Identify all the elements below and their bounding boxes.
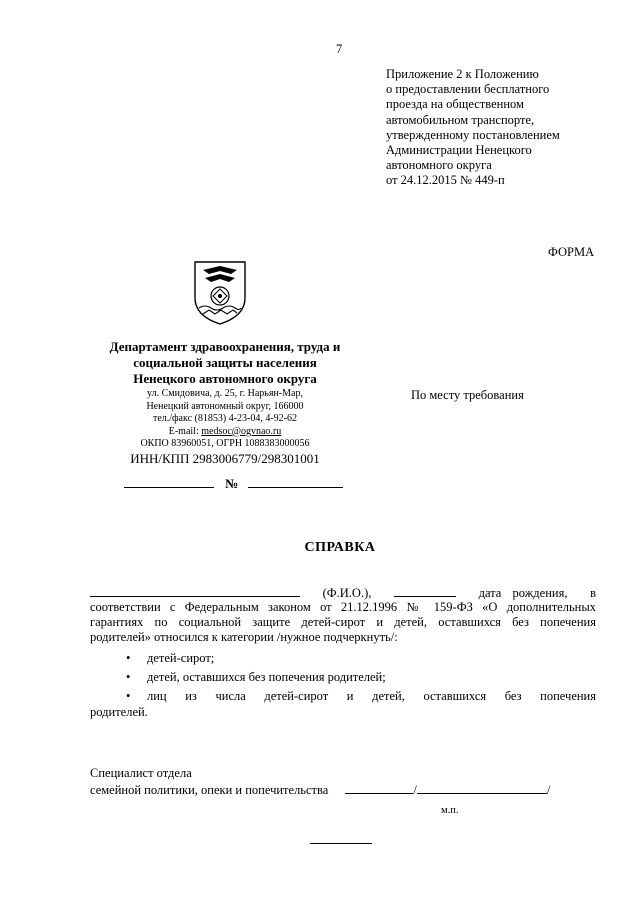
list-item-text: детей, оставшихся без попечения родителей; [147, 670, 386, 684]
fio-blank [90, 585, 300, 597]
page-number: 7 [336, 42, 343, 56]
list-item-continuation: родителей. [90, 705, 148, 719]
signature-slash: / [546, 783, 551, 797]
coat-of-arms-icon [191, 260, 249, 326]
list-item [90, 670, 596, 689]
address-line: тел./факс (81853) 4-23-04, 4-92-62 [152, 413, 298, 424]
department-name-line: социальной защиты населения [133, 355, 317, 370]
appendix-line: Приложение 2 к Положению [386, 67, 539, 81]
bullet-icon: • [126, 651, 131, 665]
name-blank [417, 782, 547, 794]
appendix-line: от 24.12.2015 № 449-п [386, 173, 505, 188]
signature-title: Специалист отдела [90, 766, 192, 780]
body-line-1 [90, 585, 596, 601]
bullet-icon: • [126, 689, 131, 703]
bullet-icon: • [126, 670, 131, 684]
birth-label: дата рождения, [478, 586, 568, 600]
signature-slash: / [413, 783, 417, 797]
body-line: гарантиях по социальной защите детей-сирот и детей, оставшихся без попечения [90, 615, 596, 630]
recipient: По месту требования [411, 388, 524, 402]
email-link[interactable]: medsoc@ogvnao.ru [201, 425, 282, 437]
form-label: ФОРМА [548, 245, 595, 259]
bullet-list [90, 651, 596, 720]
signature-line [90, 782, 590, 798]
appendix-line: утвержденному постановлением [386, 127, 560, 142]
body-paragraph [90, 600, 596, 646]
appendix-line: Администрации Ненецкого [386, 143, 532, 158]
address-line: ул. Смидовича, д. 25, г. Нарьян-Мар, [147, 388, 303, 399]
address-line: Ненецкий автономный округ, 166000 [146, 400, 304, 412]
email-line [80, 426, 370, 439]
appendix-line: проезда на общественном [386, 97, 524, 112]
stamp-label: м.п. [441, 805, 459, 816]
department-address [80, 388, 370, 451]
signature-department: семейной политики, опеки и попечительства [90, 783, 329, 797]
number-sign: № [225, 476, 239, 491]
number-blank [248, 476, 343, 488]
in-word: в [590, 586, 596, 600]
appendix-line: автономного округа [386, 158, 492, 173]
body-line: родителей» относился к категории /нужное подчеркнуть/: [90, 630, 398, 645]
footer-divider [310, 843, 372, 844]
list-item-text: лиц из числа детей-сирот и детей, оставшихся без попечения [147, 689, 596, 703]
appendix-block [386, 67, 626, 189]
department-name-line: Ненецкого автономного округа [133, 371, 317, 386]
department-block [80, 339, 370, 467]
date-blank [124, 476, 214, 488]
department-name [80, 339, 370, 387]
inn-line: ИНН/КПП 2983006779/298301001 [130, 450, 320, 466]
signature-blank [345, 782, 413, 794]
list-item-text: детей-сирот; [147, 651, 215, 665]
list-item [90, 689, 596, 705]
document-title: СПРАВКА [304, 540, 376, 555]
department-name-line: Департамент здравоохранения, труда и [109, 339, 341, 354]
body-line: соответствии с Федеральным законом от 21.12.1996 № 159-ФЗ «О дополнительных [90, 600, 596, 614]
email-label: E-mail: [168, 425, 202, 437]
fio-label: (Ф.И.О.), [322, 586, 372, 600]
outgoing-number-line [124, 476, 344, 492]
birthdate-blank [394, 585, 456, 597]
appendix-line: автомобильном транспорте, [386, 112, 535, 127]
okpo-line: ОКПО 83960051, ОГРН 1088383000056 [140, 438, 310, 449]
list-item [90, 651, 596, 670]
appendix-line: о предоставлении бесплатного [386, 82, 550, 97]
